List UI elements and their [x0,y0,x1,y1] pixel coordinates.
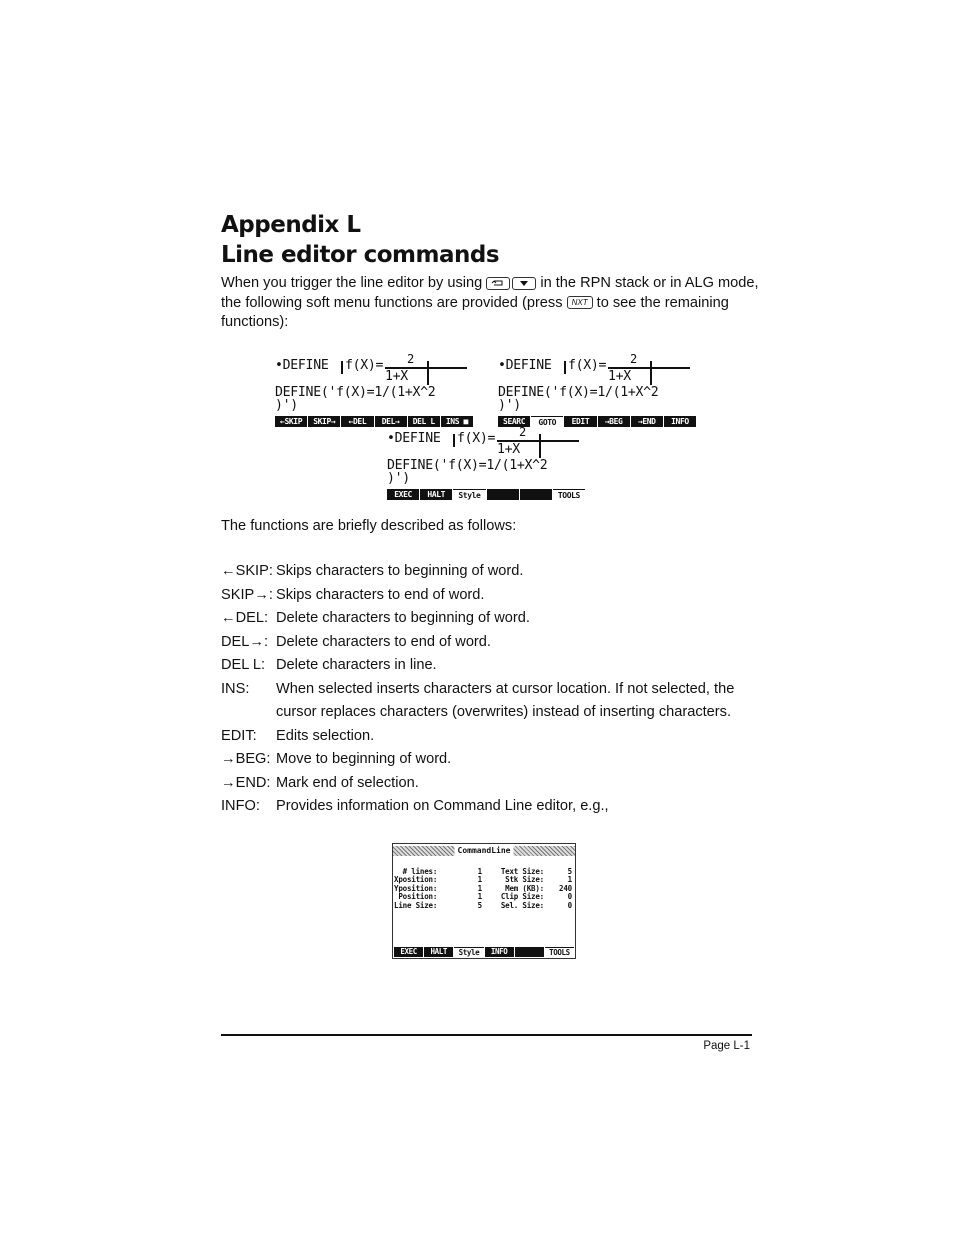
info-value: 1 [477,867,482,876]
definition-row [221,584,761,608]
definition-text: Mark end of selection. [276,774,419,791]
definition-row [221,725,761,749]
intro-text-2: in the RPN stack or in ALG mode, the following soft menu functions are provided (press [221,275,759,311]
info-label-2: Sel. Size: [500,900,544,910]
info-value-2: 0 [567,900,572,910]
info-value: 1 [477,875,482,885]
screen-line-command: DEFINE('f(X)=1/(1+X^2 [275,385,436,400]
info-label: Xposition: [394,875,438,885]
commandline-title: CommandLine [455,846,514,856]
softkey-exec[interactable]: EXEC [394,947,423,957]
frame-bracket-right [427,361,429,385]
screen-fraction-lhs: f(X)= [457,431,496,446]
info-row [394,902,574,910]
softkey-style[interactable]: Style [454,947,483,957]
screen-exponent: 2 [519,425,526,439]
screen-fraction-den: 1+X [497,442,520,457]
definition-text: Skips characters to end of word. [276,586,485,603]
definition-row [221,748,761,772]
screen-line-close: )') [387,471,410,486]
down-arrow-key-icon [512,277,536,290]
definition-term: INS: [221,680,250,697]
info-label-2: Stk Size: [496,875,544,885]
screen-fraction-den: 1+X [608,369,631,384]
definition-row [221,607,761,631]
info-value-2: 1 [567,875,572,885]
calculator-screen-1 [275,352,473,427]
screen-line-close: )') [498,398,521,413]
definition-term: ←SKIP: [221,563,273,579]
calculator-screen-2 [498,352,696,427]
screen-fraction-lhs: f(X)= [568,358,607,373]
footer-rule [221,1034,752,1036]
softkey-beg[interactable]: →BEG [598,416,630,427]
definition-term: EDIT: [221,727,257,744]
definition-list [221,560,761,819]
calculator-screen-3 [387,425,585,500]
softkey-empty-1[interactable] [487,489,519,500]
softkey-edit[interactable]: EDIT [564,416,596,427]
commandline-info-rows [394,868,574,910]
info-label-2: Text Size: [500,867,544,876]
definition-term: →BEG: [221,751,271,767]
commandline-title-bar [393,846,575,856]
definition-text: Provides information on Command Line editor, e.g., [276,798,609,814]
frame-bracket-right [539,434,541,458]
softkey-ins[interactable]: INS ■ [441,416,473,427]
screen-line-define: •DEFINE [387,431,441,446]
info-value-2: 240 [559,883,572,893]
definition-term: →END: [221,774,271,791]
softkey-end[interactable]: →END [631,416,663,427]
intro-text-1: When you trigger the line editor by using [221,275,483,291]
description-intro: The functions are briefly described as follows: [221,518,517,534]
appendix-title: Appendix L [221,212,361,238]
definition-term: DEL L: [221,657,266,673]
definition-text: Delete characters to beginning of word. [276,610,530,626]
soft-menu-bar [498,416,696,427]
screen-line-command: DEFINE('f(X)=1/(1+X^2 [498,385,659,400]
definition-row [221,795,761,819]
definition-text: Delete characters in line. [276,657,437,673]
screen-exponent: 2 [407,352,414,366]
softkey-goto[interactable]: GOTO [531,416,563,427]
softkey-skip-right[interactable]: SKIP→ [308,416,340,427]
definition-term: ←DEL: [221,610,269,626]
info-value: 1 [477,883,482,893]
left-shift-key-icon [486,277,510,290]
screen-line-close: )') [275,398,298,413]
softkey-tools[interactable]: TOOLS [553,489,585,500]
definition-row [221,560,761,584]
intro-text-3: to see the remaining functions): [221,294,729,330]
softkey-skip-left[interactable]: ←SKIP [275,416,307,427]
frame-bracket [453,434,455,447]
definition-text: Edits selection. [276,727,375,744]
softkey-del-right[interactable]: DEL→ [375,416,407,427]
definition-text: Move to beginning of word. [276,751,452,767]
definition-term: INFO: [221,798,260,814]
info-label: # lines: [394,867,438,876]
definition-text: Delete characters to end of word. [276,633,491,650]
page-number: Page L-1 [703,1040,750,1052]
soft-menu-bar [394,947,574,957]
frame-bracket [341,361,343,374]
softkey-search[interactable]: SEARC [498,416,530,427]
screen-line-command: DEFINE('f(X)=1/(1+X^2 [387,458,548,473]
screen-line-define: •DEFINE [498,358,552,373]
soft-menu-bar [275,416,473,427]
screen-exponent: 2 [630,352,637,366]
softkey-exec[interactable]: EXEC [387,489,419,500]
info-label: Line Size: [394,900,438,910]
commandline-info-screen [392,843,576,959]
definition-term: SKIP→: [221,586,273,603]
definition-row [221,772,761,796]
softkey-empty-2[interactable] [520,489,552,500]
info-label: Yposition: [394,883,438,893]
softkey-style[interactable]: Style [453,489,485,500]
info-value-2: 0 [567,892,572,902]
nxt-key-icon: NXT [567,296,593,309]
softkey-del-left[interactable]: ←DEL [341,416,373,427]
softkey-halt[interactable]: HALT [420,489,452,500]
info-label-2: Mem (KB): [496,883,544,893]
definition-text: When selected inserts characters at cursor location. If not selected, the cursor replaces characters (overwrites) instead of inserting characters. [276,680,735,720]
definition-row [221,678,761,725]
definition-row [221,631,761,655]
soft-menu-bar [387,489,585,500]
softkey-del-line[interactable]: DEL L [408,416,440,427]
frame-bracket-right [650,361,652,385]
frame-bracket [564,361,566,374]
screen-fraction-lhs: f(X)= [345,358,384,373]
softkey-info[interactable]: INFO [485,947,514,957]
definition-text: Skips characters to beginning of word. [276,563,524,579]
info-label-2: Clip Size: [500,892,544,902]
info-label: Position: [394,892,438,902]
info-value: 5 [477,900,482,910]
screen-line-define: •DEFINE [275,358,329,373]
info-value: 1 [477,892,482,902]
softkey-halt[interactable]: HALT [424,947,453,957]
screen-fraction-den: 1+X [385,369,408,384]
section-title: Line editor commands [221,242,500,268]
info-value-2: 5 [567,867,572,876]
intro-paragraph [221,274,761,333]
definition-row [221,654,761,678]
softkey-info[interactable]: INFO [664,416,696,427]
softkey-tools[interactable]: TOOLS [545,947,574,957]
definition-term: DEL→: [221,633,269,650]
softkey-empty[interactable] [515,947,544,957]
